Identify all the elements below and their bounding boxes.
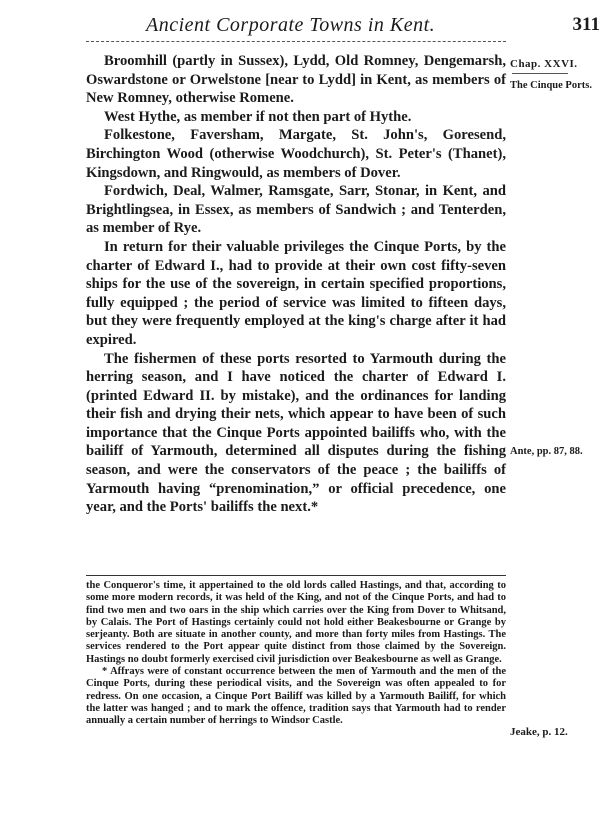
paragraph: The fishermen of these ports resorted to Yarmouth during the herring season, and I have noticed the charter of Edward I. (printed Edward II. by mistake), and the ordinances for landing their fish and drying their nets, which appear to have been of such importance that the Cinque Ports appointed bailiffs who, with the bailiff of Yarmouth, determined all disputes during the fishing season, and were the conservators of the peace ; the bailiffs of Yarmouth having “prenomination,” or official precedence, one year, and the Ports' bailiffs the next.* [86,350,506,516]
sidenote-rule [512,73,568,74]
paragraph: West Hythe, as member if not then part of Hythe. [104,108,412,125]
footnotes [86,580,506,728]
sidenote-chapter: Chap. XXVI. [510,58,578,70]
sidenote-ante: Ante, pp. 87, 88. [510,446,583,457]
paragraph: Fordwich, Deal, Walmer, Ramsgate, Sarr, Stonar, in Kent, and Brightlingsea, in Essex, as members of Sandwich ; and Tenterden, as member of Rye. [86,183,506,237]
main-text [86,52,506,517]
running-title: Ancient Corporate Towns in Kent. [146,14,436,36]
sidenote-cinque-ports: The Cinque Ports. [510,80,592,91]
header-rule [86,41,506,42]
page-header [88,14,600,40]
page-number: 311 [572,14,600,35]
paragraph: In return for their valuable privileges the Cinque Ports, by the charter of Edward I., had to provide at their own cost fifty-seven ships for the use of the sovereign, in certain specified proportions, fully equipped ; the period of service was limited to fifteen days, but they were frequently employed at the king's charge after it had expired. [86,238,506,348]
footnote: * Affrays were of constant occurrence between the men of Yarmouth and the men of the Cinque Ports, during these periodical visits, and the Sovereign was often appealed to for redress. On one occasion, a Cinque Port Bailiff was killed by a Yarmouth Bailiff, for which the latter was hanged ; and to mark the offence, tradition says that Yarmouth had to render annually a certain number of herrings to Windsor Castle. [86,666,506,727]
sidenote-jeake: Jeake, p. 12. [510,726,568,738]
paragraph: Broomhill (partly in Sussex), Lydd, Old Romney, Dengemarsh, Oswardstone or Orwelstone [near to Lydd] in Kent, as members of New Romney, otherwise Romene. [86,53,506,107]
paragraph: Folkestone, Faversham, Margate, St. John's, Goresend, Birchington Wood (otherwise Woodchurch), St. Peter's (Thanet), Kingsdown, and Ringwould, as members of Dover. [86,127,506,181]
footnote-continuation: the Conqueror's time, it appertained to the old lords called Hastings, and that, according to some more modern records, it was held of the King, and not of the Cinque Ports, and had to find two men and two oars in the ship which carries over the King from Dover to Whitsand, by Calais. The Port of Hastings certainly could not hold either Beakesbourne or Grange by serjeanty. Both are situate in another county, and more than forty miles from Hastings. The services rendered to the Port appear quite distinct from those claimed by the Sovereign. Hastings no doubt formerly exercised civil jurisdiction over Beakesbourne as well as Grange. [86,580,506,665]
footnote-rule [86,575,506,576]
